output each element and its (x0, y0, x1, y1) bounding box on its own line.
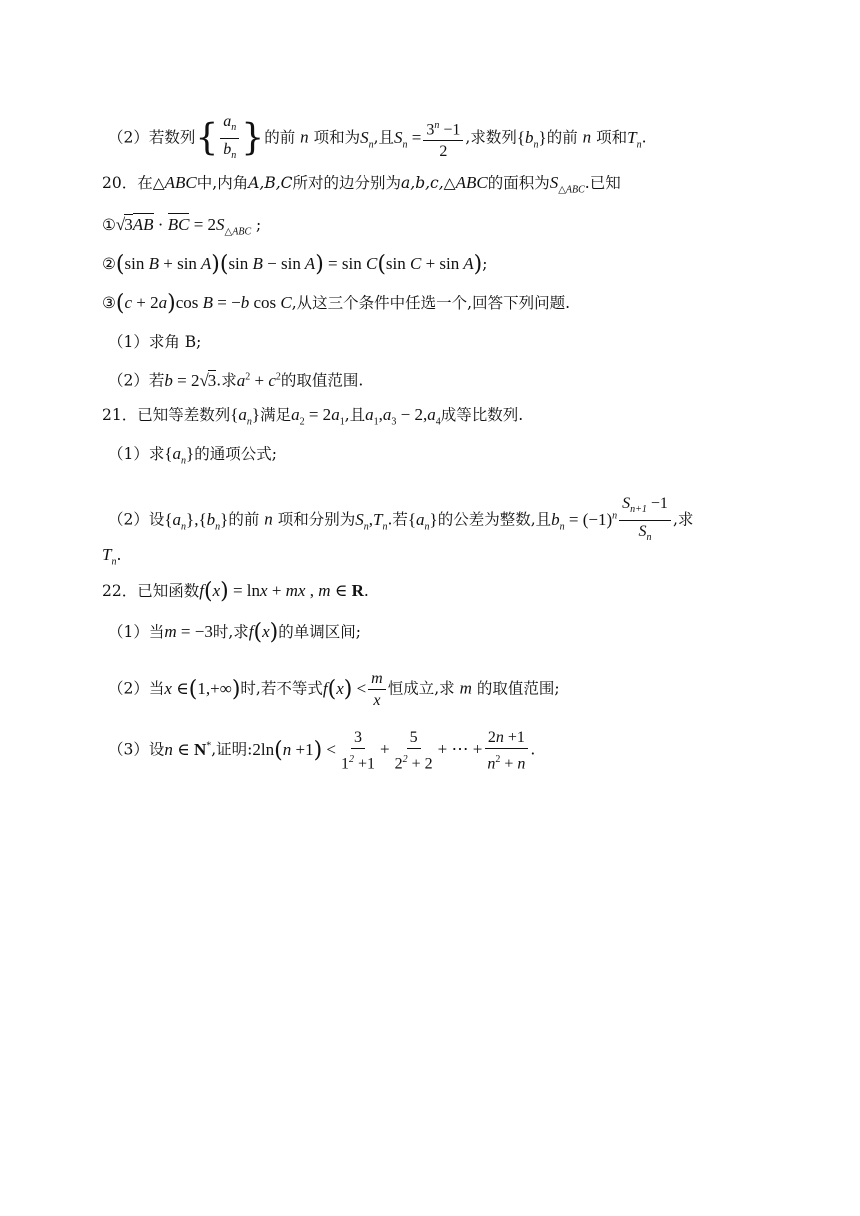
circle-1: ① (102, 216, 116, 234)
fraction-2n1: $\frac{2n +1}{n^2 + n}$ (484, 728, 528, 773)
text: 满足 (260, 406, 292, 424)
text: .已知 (584, 174, 621, 192)
text: 恒成立,求 (387, 679, 455, 698)
text: 成等比数列. (440, 406, 524, 424)
q22-stem: 22．已知函数f(x) = lnx + mx , m ∈ R. (102, 579, 369, 604)
q21-part1: （1）求$\{a_n\}$的通项公式; (108, 444, 277, 467)
fraction-3: $\frac{3}{1^2 +1}$ (341, 729, 376, 773)
text: 项和 (596, 128, 628, 147)
text: .求 (216, 371, 237, 390)
text: 时,求 (212, 623, 249, 641)
text: . (641, 128, 647, 147)
text: （1）当 (108, 623, 165, 641)
text: ,证明: (211, 740, 253, 759)
text: 时,若不等式 (240, 679, 323, 698)
math: ABC (164, 173, 197, 192)
text: （3）设 (108, 740, 165, 759)
math: a,b,c, (401, 174, 444, 192)
q20-condition3: ③(c + 2a)cos B = −b cos C,从这三个条件中任选一个,回答下列问题. (102, 291, 571, 316)
text: （2）设 (108, 510, 165, 529)
text: ,从这三个条件中任选一个,回答下列问题. (291, 294, 571, 312)
text: （1）求角 B; (108, 333, 202, 351)
text: ,求数列 (465, 128, 517, 147)
q22-part3: （3）设n ∈ N*,证明:2ln(n +1) < $\frac{3}{1^2 +1}$ + $\frac{5}{2^2 + 2}$ + ⋯ + $\frac{2n +1}{n^2 + n}$ . (108, 729, 536, 773)
question-number: 21．已知等差数列 (102, 406, 231, 424)
fraction-sn1-over-sn: $\frac{S_{n+1} -1}{S_n}$ (619, 494, 671, 547)
fraction-3n-1-over-2: $\frac{3^n -1}{2}$ (423, 116, 463, 161)
question-number: 22．已知函数 (102, 582, 200, 600)
q20-stem: 20．在△ABC中,内角A,B,C所对的边分别为a,b,c,△ABC的面积为$S_{\triangle ABC}$.已知 (102, 173, 621, 196)
q22-part2: （2）当x ∈(1,+∞)时,若不等式f(x) < $\frac{m}{x}$ 恒成立,求 m 的取值范围; (108, 670, 560, 709)
text: 的前 (546, 128, 578, 147)
text: ,且 (344, 406, 366, 424)
left-brace: { (195, 117, 219, 159)
text: 项和为 (313, 128, 361, 147)
text: 项和分别为 (277, 510, 356, 529)
text: 的通项公式; (194, 445, 277, 463)
text: 的取值范围; (476, 679, 560, 698)
text: 的取值范围. (280, 371, 364, 390)
fraction-5: $\frac{5}{2^2 + 2}$ (394, 729, 433, 773)
q20-condition2: ②(sin B + sin A)(sin B − sin A) = sin C(sin C + sin A); (102, 252, 488, 277)
text: （2）若数列 (108, 128, 196, 147)
text: 的面积为 (487, 174, 550, 192)
q21-part2: （2）设$\{a_n\},\{b_n\}$的前 n 项和分别为$S_n,T_n$.若$\{a_n\}$的公差为整数,且$b_n = (-1)^n$ $\frac{S_{n+1} -1}{S_n}$ ,求 (108, 494, 693, 547)
text: （2）当 (108, 679, 165, 698)
q22-part1: （1）当m = −3时,求f(x)的单调区间; (108, 620, 361, 645)
text: △ (443, 174, 456, 192)
q21-stem: 21．已知等差数列$\{a_n\}$满足$a_2 = 2a_1$,且$a_1,a_3 - 2,a_4$成等比数列. (102, 405, 524, 428)
text: （1）求 (108, 445, 165, 463)
text: 的公差为整数,且 (437, 510, 552, 529)
fraction-an-bn: $\frac{a_n}{b_n}$ (220, 112, 239, 165)
q20-part1 (108, 331, 201, 353)
q21-tn: $T_n$. (102, 545, 122, 568)
fraction-m-over-x: $\frac{m}{x}$ (368, 669, 386, 710)
text: 中,内角 (196, 174, 249, 192)
q20-condition1: ①√3AB · BC = $2S_{\triangle ABC}$ ; (102, 215, 262, 238)
math: T (102, 545, 112, 564)
text: 的单调区间; (278, 623, 361, 641)
q19-part2: （2）若数列{ $\frac{a_n}{b_n}$ }的前 n 项和为$S_n$,且$S_n$ = $\frac{3^n -1}{2}$ ,求数列$\{b_n\}$的前 n 项和$T_n$. (108, 112, 647, 165)
right-brace: } (241, 117, 265, 159)
text: 的前 (228, 510, 260, 529)
text: ,且 (373, 128, 395, 147)
circle-3: ③ (102, 294, 116, 312)
q20-part2: （2）若b = 2√3.求$a^2 + c^2$的取值范围. (108, 370, 364, 390)
text: .若 (387, 510, 408, 529)
math: A,B,C (248, 174, 293, 192)
text: 的前 (264, 128, 296, 147)
text: ,求 (672, 510, 694, 529)
circle-2: ② (102, 255, 116, 273)
question-number: 20．在△ (102, 174, 165, 192)
text: （2）若 (108, 371, 165, 390)
text: 所对的边分别为 (292, 174, 402, 192)
